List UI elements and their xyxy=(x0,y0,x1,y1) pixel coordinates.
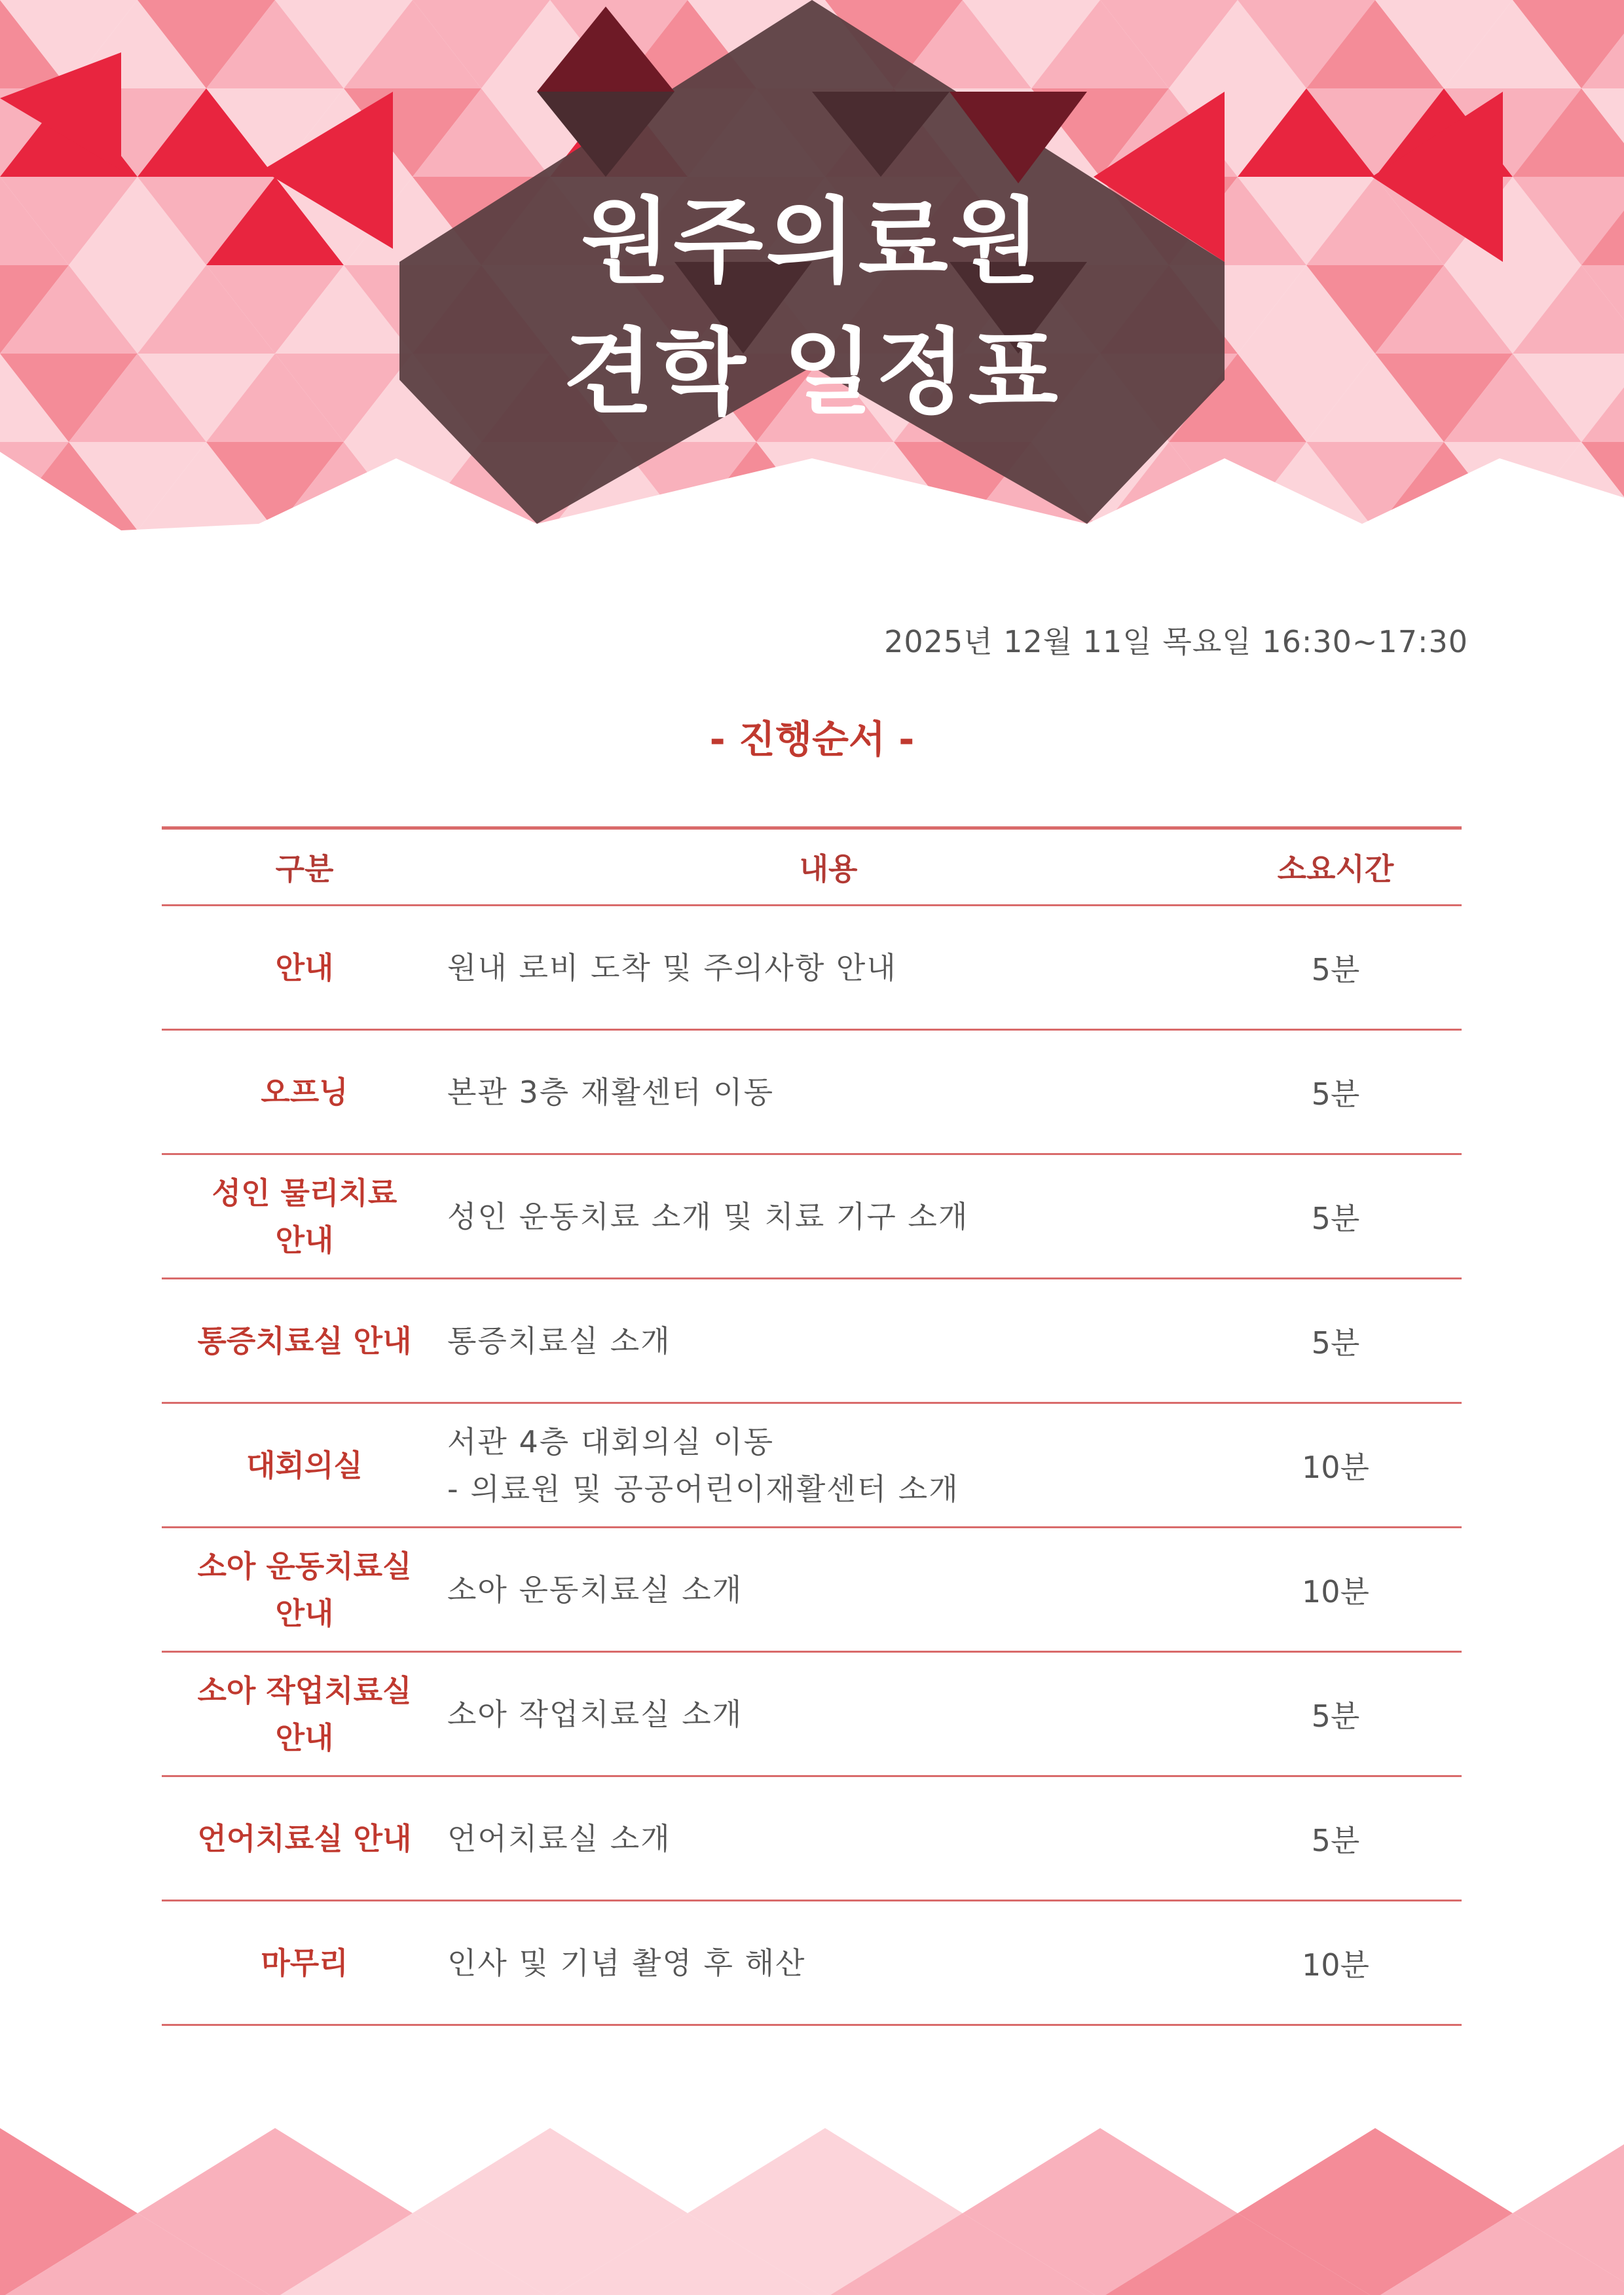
row-content-text: 서관 4층 대회의실 이동 xyxy=(447,1423,775,1460)
row-category-text: 소아 운동치료실 xyxy=(197,1548,412,1584)
row-category xyxy=(162,906,447,1030)
row-duration: 10분 xyxy=(1209,1901,1462,2025)
row-content-text: 소아 운동치료실 소개 xyxy=(447,1571,743,1607)
row-content-text: - 의료원 및 공공어린이재활센터 소개 xyxy=(447,1471,959,1507)
row-category xyxy=(162,1901,447,2025)
row-duration: 5분 xyxy=(1209,1776,1462,1901)
row-duration: 5분 xyxy=(1209,1652,1462,1776)
row-content xyxy=(447,906,1209,1030)
schedule-table xyxy=(162,826,1462,2026)
row-category-text: 소아 작업치료실 xyxy=(197,1672,412,1708)
row-content-text: 인사 및 기념 촬영 후 해산 xyxy=(447,1945,806,1981)
row-content xyxy=(447,1279,1209,1403)
row-content xyxy=(447,1901,1209,2025)
table-row xyxy=(162,1030,1462,1154)
column-header-content: 내용 xyxy=(447,828,1209,906)
row-category xyxy=(162,1403,447,1528)
row-duration: 5분 xyxy=(1209,1030,1462,1154)
page-title xyxy=(0,177,1624,439)
row-category-text: 오프닝 xyxy=(261,1074,348,1110)
table-row xyxy=(162,1403,1462,1528)
row-category-text: 대회의실 xyxy=(246,1447,363,1483)
row-category-text: 안내 xyxy=(275,1222,334,1258)
row-content-text: 원내 로비 도착 및 주의사항 안내 xyxy=(447,949,897,985)
row-category xyxy=(162,1776,447,1901)
table-row xyxy=(162,1528,1462,1652)
row-duration: 5분 xyxy=(1209,1279,1462,1403)
column-header-duration: 소요시간 xyxy=(1209,828,1462,906)
row-category-text: 언어치료실 안내 xyxy=(197,1820,412,1856)
row-category-text: 통증치료실 안내 xyxy=(197,1323,412,1359)
row-content xyxy=(447,1154,1209,1279)
title-line-2: 견학 일정표 xyxy=(563,319,1061,427)
row-content-text: 언어치료실 소개 xyxy=(447,1820,671,1856)
row-category-text: 안내 xyxy=(275,1595,334,1631)
row-duration: 10분 xyxy=(1209,1528,1462,1652)
row-category-text: 마무리 xyxy=(261,1945,348,1981)
schedule-body xyxy=(162,906,1462,2025)
event-date: 2025년 12월 11일 목요일 16:30~17:30 xyxy=(884,624,1468,659)
row-duration: 5분 xyxy=(1209,1154,1462,1279)
table-row xyxy=(162,1652,1462,1776)
row-category xyxy=(162,1528,447,1652)
row-content xyxy=(447,1652,1209,1776)
row-category-text: 안내 xyxy=(275,949,334,985)
table-row xyxy=(162,1901,1462,2025)
row-content xyxy=(447,1776,1209,1901)
row-content xyxy=(447,1528,1209,1652)
row-content-text: 본관 3층 재활센터 이동 xyxy=(447,1074,775,1110)
table-row xyxy=(162,1279,1462,1403)
row-content-text: 소아 작업치료실 소개 xyxy=(447,1696,743,1732)
row-category-text: 안내 xyxy=(275,1719,334,1755)
row-category xyxy=(162,1652,447,1776)
footer-triangle-pattern xyxy=(0,2121,1624,2295)
row-duration: 5분 xyxy=(1209,906,1462,1030)
table-row xyxy=(162,1776,1462,1901)
row-duration: 10분 xyxy=(1209,1403,1462,1528)
table-header-row xyxy=(162,828,1462,906)
row-content-text: 성인 운동치료 소개 및 치료 기구 소개 xyxy=(447,1198,969,1234)
column-header-category: 구분 xyxy=(162,828,447,906)
row-content xyxy=(447,1403,1209,1528)
row-category-text: 성인 물리치료 xyxy=(212,1175,397,1211)
title-line-1: 원주의료원 xyxy=(581,188,1043,296)
row-category xyxy=(162,1154,447,1279)
row-content xyxy=(447,1030,1209,1154)
table-row xyxy=(162,906,1462,1030)
section-heading: - 진행순서 - xyxy=(709,717,915,762)
row-category xyxy=(162,1030,447,1154)
row-content-text: 통증치료실 소개 xyxy=(447,1323,671,1359)
table-row xyxy=(162,1154,1462,1279)
row-category xyxy=(162,1279,447,1403)
